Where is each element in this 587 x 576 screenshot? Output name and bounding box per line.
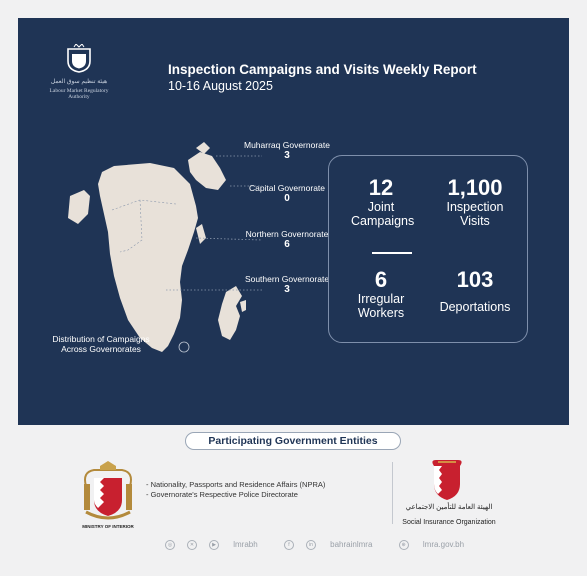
sio-caption: Social Insurance Organization: [402, 519, 496, 526]
stat-label: Irregular Workers: [357, 292, 405, 320]
facebook-icon: f: [284, 540, 294, 550]
youtube-icon: ▶: [209, 540, 219, 550]
footer-website[interactable]: [399, 540, 476, 549]
capital-name: Capital Governorate: [248, 183, 326, 193]
stat-deportations: [427, 268, 523, 314]
footer-handle-2[interactable]: [284, 540, 384, 549]
island-west: [68, 190, 90, 224]
footer-handle-1[interactable]: [165, 540, 270, 549]
capital-label: [242, 183, 332, 204]
main-island: [98, 163, 198, 352]
list-item: - Governorate's Respective Police Directorate: [146, 490, 298, 499]
muharraq-name: Muharraq Governorate: [244, 140, 330, 150]
footer-handle-1-text: lmrabh: [233, 540, 258, 550]
entity-npra: Nationality, Passports and Residence Affairs (NPRA): [150, 480, 326, 489]
instagram-icon: ◎: [165, 540, 175, 550]
hawar-islands: [218, 286, 242, 340]
sio-crest-icon: [428, 458, 466, 502]
southern-name: Southern Governorate: [244, 274, 330, 284]
stat-irregular-workers: [333, 268, 429, 320]
stat-value: 12: [368, 175, 394, 200]
northern-count: 6: [284, 239, 290, 250]
report-title: Inspection Campaigns and Visits Weekly Report: [168, 62, 477, 77]
southern-label: [242, 274, 332, 295]
northern-label: [242, 229, 332, 250]
map-caption: Distribution of Campaigns Across Governorates: [52, 334, 150, 354]
lmra-english-name: Labour Market Regulatory Authority: [49, 88, 109, 100]
entity-list: [146, 480, 325, 500]
globe-icon: ⊕: [399, 540, 409, 550]
ministry-of-interior-crest-icon: [78, 460, 138, 525]
stat-label: Joint Campaigns: [351, 200, 415, 228]
footer-website-text: lmra.gov.bh: [422, 540, 465, 550]
entity-police: Governorate's Respective Police Directorate: [150, 490, 298, 499]
southern-count: 3: [284, 284, 290, 295]
stat-value: 1,100: [447, 175, 503, 200]
muharraq-island: [188, 152, 226, 190]
stat-label: Inspection Visits: [446, 200, 504, 228]
northern-name: Northern Governorate: [245, 229, 329, 239]
moi-caption: MINISTRY OF INTERIOR: [82, 524, 134, 529]
stat-value: 6: [374, 267, 388, 292]
footer-handle-2-text: bahrainlmra: [330, 540, 373, 550]
x-icon: ✕: [187, 540, 197, 550]
stat-label: Deportations: [439, 300, 511, 314]
stat-joint-campaigns: [333, 176, 429, 228]
report-date-range: 10-16 August 2025: [168, 79, 273, 93]
social-footer: [165, 540, 488, 550]
stat-value: 103: [456, 267, 494, 292]
stat-inspection-visits: [427, 176, 523, 228]
linkedin-icon: in: [306, 540, 316, 550]
list-item: - Nationality, Passports and Residence Affairs (NPRA): [146, 480, 326, 489]
muharraq-count: 3: [284, 150, 290, 161]
capital-count: 0: [284, 193, 290, 204]
entities-heading: Participating Government Entities: [185, 432, 401, 450]
entities-divider: [392, 462, 393, 524]
lmra-arabic-name: هيئة تنظيم سوق العمل: [50, 79, 108, 85]
muharraq-label: [242, 140, 332, 161]
stats-divider: [372, 252, 412, 254]
sio-arabic-name: الهيئة العامة للتأمين الاجتماعي: [405, 504, 493, 511]
